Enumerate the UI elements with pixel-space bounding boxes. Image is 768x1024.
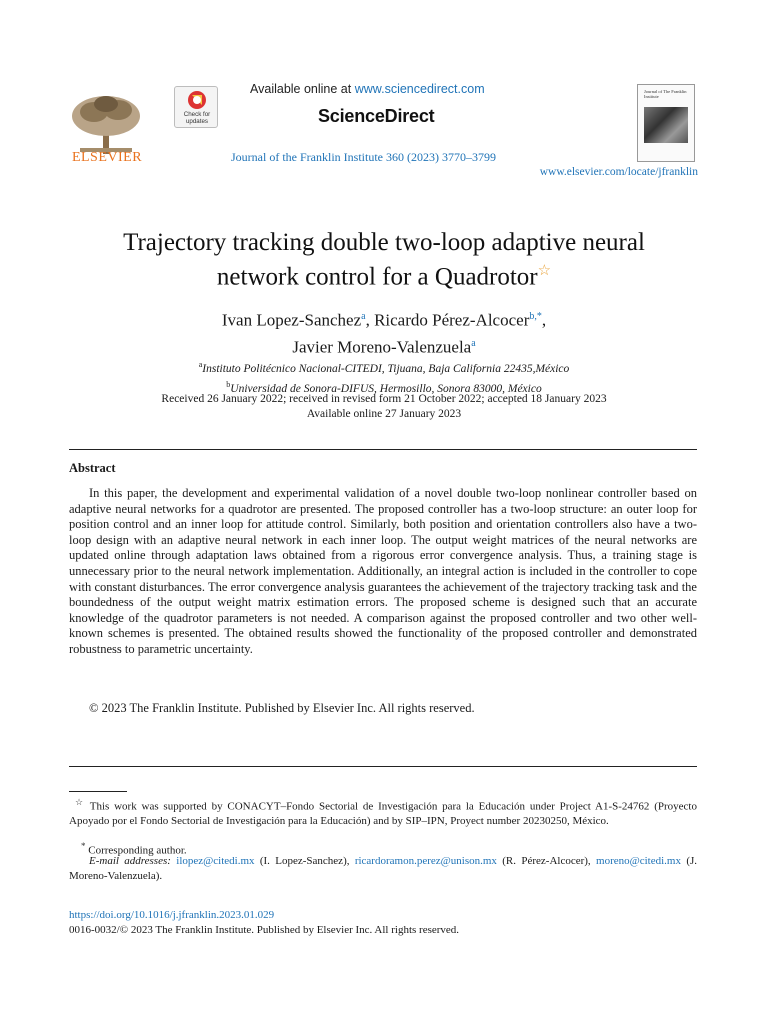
title-footnote-star-icon[interactable]: ☆	[537, 263, 552, 279]
check-for-updates-button[interactable]	[174, 86, 218, 128]
author-name[interactable]: Ricardo Pérez-Alcocer	[374, 310, 530, 330]
journal-cover-thumbnail[interactable]	[637, 84, 695, 162]
corresponding-author-note: * Corresponding author.	[81, 841, 187, 857]
sciencedirect-link[interactable]: www.sciencedirect.com	[354, 82, 485, 96]
abstract-copyright: © 2023 The Franklin Institute. Published by Elsevier Inc. All rights reserved.	[89, 701, 475, 715]
author-list: Ivan Lopez-Sanchez$^a$, Ricardo Pérez-Alcocer$^{b,*}$, Javier Moreno-Valenzuela$^a$	[221, 310, 547, 357]
cover-image	[644, 107, 688, 143]
journal-url-link[interactable]: www.elsevier.com/locate/jfranklin	[539, 166, 698, 178]
divider-bottom	[69, 766, 697, 767]
elsevier-wordmark: ELSEVIER	[71, 150, 143, 165]
email-link[interactable]: ilopez@citedi.mx	[176, 855, 255, 867]
footnote-star-icon: ☆	[75, 797, 86, 807]
email-link[interactable]: moreno@citedi.mx	[596, 855, 681, 867]
funding-footnote: ☆ This work was supported by CONACYT–Fondo Sectorial de Investigación para la Educación under Project A1-S-24762 (Proyecto Apoyado por el Fondo Sectorial de Investigación para la Educación) and by SIP–IPN, Proyect number 20230250, México.	[69, 797, 697, 828]
abstract-body: In this paper, the development and experimental validation of a novel double two-loop nonlinear controller based on adaptive neural networks for a quadrotor are presented. The proposed controller has a two-loop structure: an outer loop for position control and an inner loop for attitude control. Similarly, both position and orientation controllers also have a two-loop design with an adaptive neural network in each inner loop. The output weight matrices of the neural networks are updated online through adaptation laws obtained from a rigorous error convergence analysis. Thus, a training stage is unnecessary prior to the neural network implementation. Additionally, an integral action is included in the controller to cope with constant disturbances. The error convergence analysis guarantees the achievement of the trajectory tracking task and the boundedness of the output weight matrix estimation errors. The proposed scheme is designed such that an accurate knowledge of the quadrotor parameters is not needed. A comparison against the proposed controller and two other well-known schemes is presented. The obtained results showed the functionality of the proposed controller and demonstrated robustness to parametric uncertainty.	[69, 486, 697, 656]
cover-title: Journal of The Franklin Institute	[644, 89, 687, 99]
divider-top	[69, 449, 697, 450]
author-name[interactable]: Ivan Lopez-Sanchez	[221, 310, 362, 330]
article-dates: Received 26 January 2022; received in revised form 21 October 2022; accepted 18 January 2023 Available online 27 January 2023	[161, 393, 607, 420]
article-title: Trajectory tracking double two-loop adaptive neural network control for a Quadrotor☆	[123, 229, 645, 291]
email-addresses: E-mail addresses: ilopez@citedi.mx (I. Lopez-Sanchez), ricardoramon.perez@unison.mx (R. Pérez-Alcocer), moreno@citedi.mx (J. Moreno-Valenzuela).	[69, 855, 698, 882]
journal-reference[interactable]: Journal of the Franklin Institute 360 (2023) 3770–3799	[231, 150, 496, 164]
abstract-heading: Abstract	[69, 461, 116, 475]
affiliations: $^a$Instituto Politécnico Nacional-CITEDI, Tijuana, Baja California 22435,México $^b$Universidad de Sonora-DIFUS, Hermosillo, Sonora 83000, México	[198, 360, 570, 395]
email-link[interactable]: ricardoramon.perez@unison.mx	[354, 855, 497, 867]
sciencedirect-logo: ScienceDirect	[318, 106, 435, 126]
check-updates-icon	[187, 90, 207, 110]
footnote-rule	[69, 791, 127, 792]
author-name[interactable]: Javier Moreno-Valenzuela	[292, 337, 472, 357]
available-online: Available online at www.sciencedirect.com	[250, 82, 485, 96]
check-updates-label: Check for updates	[183, 111, 211, 125]
issn-copyright: 0016-0032/© 2023 The Franklin Institute. Published by Elsevier Inc. All rights reserved.	[69, 924, 460, 936]
doi-link[interactable]: https://doi.org/10.1016/j.jfranklin.2023.01.029	[69, 909, 275, 921]
